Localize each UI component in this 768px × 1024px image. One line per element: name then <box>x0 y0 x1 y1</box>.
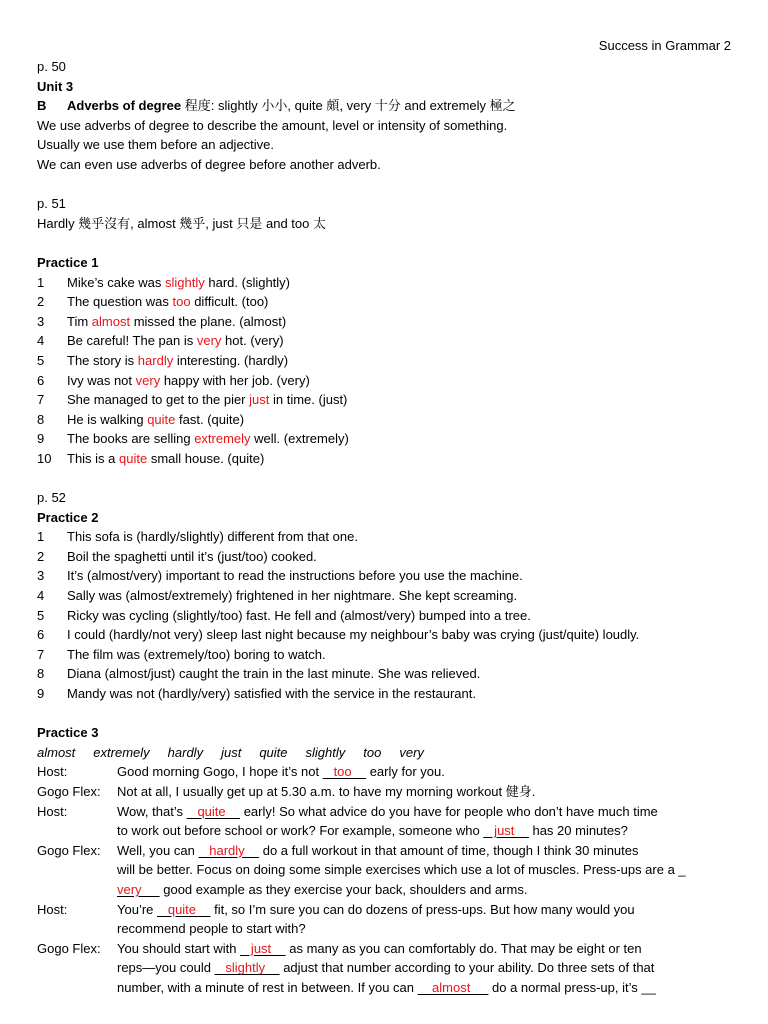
answer-word: quite <box>119 450 148 466</box>
dialogue-line: will be better. Focus on doing some simple exercises which use a lot of muscles. Press-ups are a _ <box>117 862 686 878</box>
item-text: Ricky was cycling (slightly/too) fast. He fell and (almost/very) bumped into a tree. <box>67 607 531 623</box>
answer-blank: quite <box>157 901 211 917</box>
item-number: 3 <box>37 313 45 329</box>
item-number: 4 <box>37 333 45 349</box>
item-number: 3 <box>37 568 45 584</box>
item-text: The film was (extremely/too) boring to watch. <box>67 646 326 662</box>
dialogue-line: to work out before school or work? For example, someone who just has 20 minutes? <box>117 823 628 839</box>
item-number: 8 <box>37 666 45 682</box>
explanation-line: Usually we use them before an adjective. <box>37 137 275 153</box>
practice-2-item <box>37 547 737 567</box>
item-number: 9 <box>37 686 45 701</box>
word-bank-item: hardly <box>167 744 204 760</box>
page-header: Success in Grammar 2 <box>598 38 731 53</box>
practice-1-title: Practice 1 <box>37 254 99 270</box>
word-bank-item: almost <box>37 744 76 760</box>
answer-word: quite <box>147 411 176 427</box>
section-title: Adverbs of degree <box>67 98 182 114</box>
speaker: Gogo Flex: <box>37 940 101 956</box>
word-bank-item: slightly <box>305 744 346 760</box>
item-text: I could (hardly/not very) sleep last night because my neighbour’s baby was crying (just/quite) loudly. <box>67 627 640 643</box>
word-bank-item: too <box>363 744 382 760</box>
item-number: 1 <box>37 529 45 545</box>
speaker: Gogo Flex: <box>37 842 101 858</box>
answer-blank: just <box>240 940 286 956</box>
section-letter: B <box>37 98 47 114</box>
practice-2-item <box>37 527 737 547</box>
word-bank-item: extremely <box>93 744 150 760</box>
page-ref: p. 51 <box>37 196 66 212</box>
practice-1-item: 3 Tim almost missed the plane. (almost) <box>37 312 737 332</box>
answer-word: slightly <box>165 274 205 290</box>
item-number: 9 <box>37 431 45 447</box>
dialogue-line: Gogo Flex: Well, you can hardly do a full workout in that amount of time, though I think 30 minutes <box>37 841 737 861</box>
word-bank-item: just <box>221 744 242 760</box>
item-number: 5 <box>37 352 45 368</box>
document-body <box>37 57 737 998</box>
page-ref: p. 50 <box>37 59 66 74</box>
practice-2-item <box>37 606 737 626</box>
word-bank-item: very <box>399 744 424 760</box>
item-number: 7 <box>37 646 45 662</box>
item-text: Diana (almost/just) caught the train in the last minute. She was relieved. <box>67 666 481 682</box>
dialogue-line: Host: You’re quite fit, so I’m sure you can do dozens of press-ups. But how many would you <box>37 900 737 920</box>
item-number: 8 <box>37 411 45 427</box>
explanation-line: We can even use adverbs of degree before another adverb. <box>37 156 381 172</box>
practice-2-item <box>37 566 737 586</box>
practice-1-item: 10 This is a quite small house. (quite) <box>37 449 737 469</box>
item-number: 2 <box>37 548 45 564</box>
unit-heading: Unit 3 <box>37 78 74 94</box>
dialogue-line: Gogo Flex: You should start with just as many as you can comfortably do. That may be eight or ten <box>37 939 737 959</box>
item-text: It’s (almost/very) important to read the instructions before you use the machine. <box>67 568 523 584</box>
item-text: Sally was (almost/extremely) frightened in her nightmare. She kept screaming. <box>67 588 518 604</box>
practice-2-title: Practice 2 <box>37 509 99 525</box>
dialogue-line: Host: Wow, that’s quite early! So what advice do you have for people who don’t have much time <box>37 802 737 822</box>
dialogue-line: Host: Good morning Gogo, I hope it’s not too early for you. <box>37 762 737 782</box>
word-bank <box>37 743 737 763</box>
item-number: 4 <box>37 588 45 604</box>
practice-1-item: 2 The question was too difficult. (too) <box>37 292 737 312</box>
answer-word: hardly <box>137 352 174 368</box>
practice-2-item <box>37 586 737 606</box>
section-title-rest: 程度: slightly 小小, quite 頗, very 十分 and extremely 極之 <box>181 98 516 114</box>
dialogue-line: reps—you could slightly adjust that number according to your ability. Do three sets of that <box>117 960 655 976</box>
item-text: This sofa is (hardly/slightly) different from that one. <box>67 529 358 545</box>
practice-2-item <box>37 684 737 704</box>
item-number: 6 <box>37 372 45 388</box>
item-text: Mandy was not (hardly/very) satisfied with the service in the restaurant. <box>67 686 476 701</box>
answer-word: too <box>172 294 191 310</box>
section-heading <box>37 96 737 116</box>
item-number: 10 <box>37 450 52 466</box>
answer-blank: quite <box>186 803 241 819</box>
item-number: 2 <box>37 294 45 310</box>
practice-2-item <box>37 664 737 684</box>
answer-word: extremely <box>194 431 251 447</box>
practice-1-item: 8 He is walking quite fast. (quite) <box>37 410 737 430</box>
explanation-line: We use adverbs of degree to describe the amount, level or intensity of something. <box>37 117 508 133</box>
practice-2-list <box>37 527 737 703</box>
item-text: Boil the spaghetti until it’s (just/too) cooked. <box>67 548 317 564</box>
practice-1-item: 9 The books are selling extremely well. (extremely) <box>37 429 737 449</box>
dialogue-line: Gogo Flex: Not at all, I usually get up at 5.30 a.m. to have my morning workout 健身. <box>37 782 737 802</box>
dialogue-line: recommend people to start with? <box>117 921 306 937</box>
page-ref: p. 52 <box>37 490 66 506</box>
item-number: 6 <box>37 627 45 643</box>
dialogue-line: very good example as they exercise your back, shoulders and arms. <box>117 881 528 897</box>
vocabulary-line: Hardly 幾乎沒有, almost 幾乎, just 只是 and too 太 <box>37 215 326 231</box>
item-number: 7 <box>37 392 45 408</box>
item-number: 5 <box>37 607 45 623</box>
practice-1-item: 7 She managed to get to the pier just in time. (just) <box>37 390 737 410</box>
item-number: 1 <box>37 274 45 290</box>
practice-1-item: 5 The story is hardly interesting. (hardly) <box>37 351 737 371</box>
answer-word: just <box>249 392 270 408</box>
practice-2-item <box>37 625 737 645</box>
speaker: Host: <box>37 901 68 917</box>
speaker: Host: <box>37 803 68 819</box>
answer-blank: just <box>483 823 529 839</box>
answer-blank: almost <box>417 979 489 995</box>
answer-blank: hardly <box>198 842 260 858</box>
answer-word: almost <box>91 313 131 329</box>
practice-1-item: 4 Be careful! The pan is very hot. (very) <box>37 331 737 351</box>
word-bank-item: quite <box>259 744 288 760</box>
speaker: Host: <box>37 764 68 780</box>
answer-blank: slightly <box>214 960 280 976</box>
practice-1-item: 1 Mike’s cake was slightly hard. (slightly) <box>37 273 737 293</box>
practice-2-item <box>37 645 737 665</box>
practice-3-title: Practice 3 <box>37 725 99 741</box>
speaker: Gogo Flex: <box>37 783 101 799</box>
answer-word: very <box>135 372 161 388</box>
answer-blank: too <box>322 764 367 780</box>
dialogue-line: number, with a minute of rest in between. If you can almost do a normal press-up, it’s __ <box>117 979 656 995</box>
practice-1-item: 6 Ivy was not very happy with her job. (very) <box>37 371 737 391</box>
practice-1-list <box>37 273 737 469</box>
answer-word: very <box>196 333 222 349</box>
answer-blank: very <box>117 881 160 897</box>
